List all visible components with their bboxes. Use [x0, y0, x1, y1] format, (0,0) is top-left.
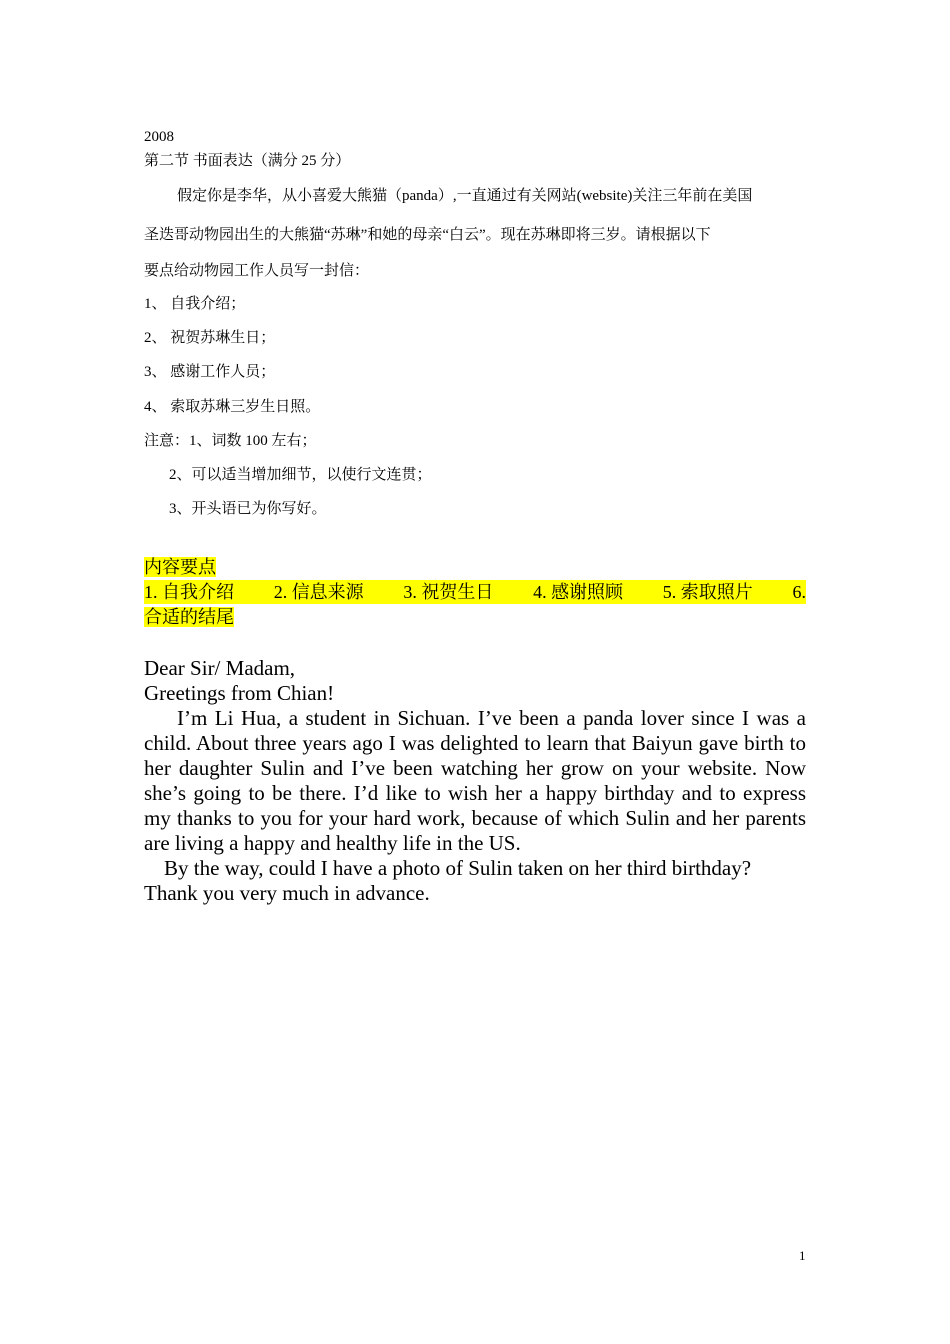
note-item: 2、可以适当增加细节，以使行文连贯； — [169, 467, 432, 483]
document-page — [144, 0, 806, 1344]
key-point-last: 合适的结尾 — [144, 607, 234, 627]
prompt-line-1: 假定你是李华，从小喜爱大熊猫（panda）,一直通过有关网站(website)关注三年前在美国 — [177, 188, 753, 204]
key-point: 1. 自我介绍 — [144, 582, 234, 602]
key-points-row — [144, 580, 806, 604]
key-point: 5. 索取照片 — [662, 582, 753, 602]
key-point: 2. 信息来源 — [273, 582, 364, 602]
letter-paragraph: I’m Li Hua, a student in Sichuan. I’ve been a panda lover since I was a child. About three years ago I was delighted to learn that Baiyun gave birth to her daughter Sulin and I’ve been watching her grow on your website. Now she’s going to be there. I’d like to wish her a happy birthday and to express my thanks to you for your hard work, because of which Sulin and her parents are living a happy and healthy life in the US. — [144, 706, 806, 855]
prompt-line-3: 要点给动物园工作人员写一封信： — [144, 263, 370, 279]
note-item: 注意：1、词数 100 左右； — [144, 433, 317, 449]
year-label: 2008 — [144, 129, 174, 145]
letter-salutation: Dear Sir/ Madam, — [144, 656, 296, 680]
requirement-item: 4、 索取苏琳三岁生日照。 — [144, 399, 321, 415]
letter-greeting: Greetings from Chian! — [144, 681, 335, 705]
prompt-line-2: 圣迭哥动物园出生的大熊猫“苏琳”和她的母亲“白云”。现在苏琳即将三岁。请根据以下 — [144, 227, 711, 243]
letter-paragraph: By the way, could I have a photo of Sulin taken on her third birthday? Thank you very much in advance. — [144, 856, 752, 905]
key-point: 6. — [792, 582, 806, 602]
note-item: 3、开头语已为你写好。 — [169, 501, 327, 517]
requirement-item: 1、 自我介绍； — [144, 296, 246, 312]
requirement-item: 2、 祝贺苏琳生日； — [144, 330, 276, 346]
letter-body — [144, 656, 806, 906]
key-point: 4. 感谢照顾 — [533, 582, 624, 602]
page-number: 1 — [799, 1248, 806, 1263]
requirement-item: 3、 感谢工作人员； — [144, 364, 276, 380]
section-title: 第二节 书面表达（满分 25 分） — [144, 153, 351, 169]
key-point: 3. 祝贺生日 — [403, 582, 494, 602]
key-points-title: 内容要点 — [144, 557, 216, 577]
